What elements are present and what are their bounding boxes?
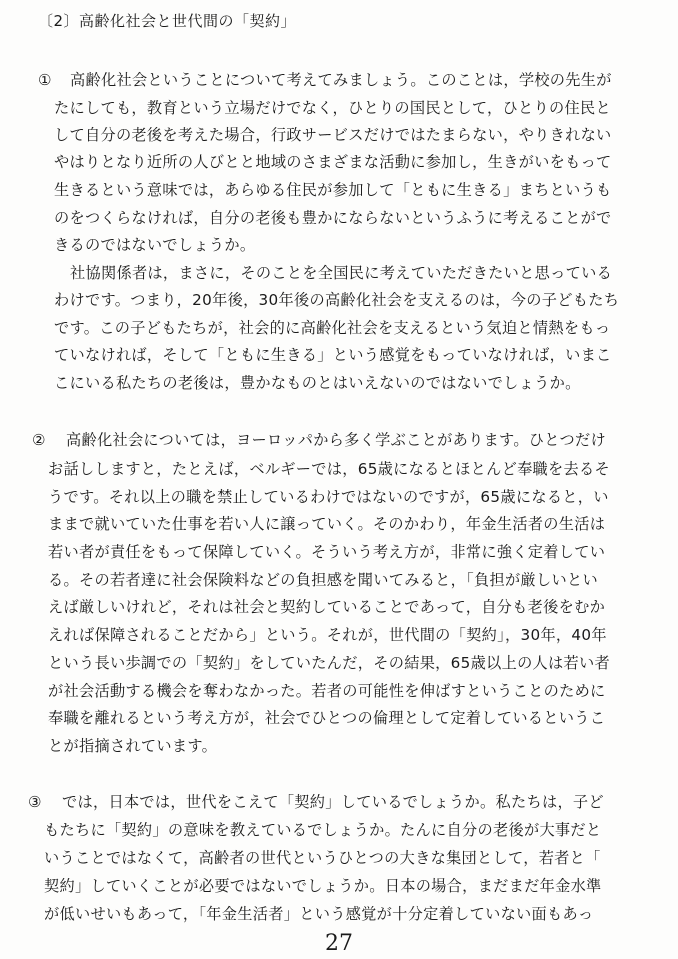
text-line: 契約」していくことが必要ではないでしょうか。日本の場合，まだまだ年金水準 (44, 877, 602, 895)
section-heading: 〔2〕高齢化社会と世代間の「契約」 (38, 12, 297, 30)
text-line: わけです。つまり，20年後，30年後の高齢化社会を支えるのは，今の子どもたち (54, 291, 620, 309)
text-line: 若い者が責任をもって保障していく。そういう考え方が，非常に強く定着してい (48, 543, 606, 561)
text-line: が低いせいもあって，「年金生活者」という感覚が十分定着していない面もあっ (44, 905, 594, 923)
text-line: きるのではないでしょうか。 (54, 236, 256, 254)
text-line: 高齢化社会ということについて考えてみましょう。このことは，学校の先生が (70, 71, 612, 89)
text-line: 高齢化社会については，ヨーロッパから多く学ぶことがあります。ひとつだけ (66, 431, 606, 449)
text-line: が社会活動する機会を奪わなかった。若者の可能性を伸ばすということのために (48, 682, 606, 700)
text-line: という長い歩調での「契約」をしていたんだ，その結果，65歳以上の人は若い者 (48, 654, 610, 672)
text-line: お話ししますと，たとえば，ベルギーでは，65歳になるとほとんど奉職を去るそ (48, 460, 610, 478)
text-line: とが指摘されています。 (48, 737, 218, 755)
text-line: えば厳しいけれど，それは社会と契約していることであって，自分も老後をむか (48, 598, 606, 616)
text-line: たにしても，教育という立場だけでなく，ひとりの国民として，ひとりの住民と (54, 99, 611, 117)
text-line: やはりとなり近所の人びとと地域のさまざまな活動に参加し，生きがいをもって (54, 153, 612, 171)
text-line: こにいる私たちの老後は，豊かなものとはいえないのではないでしょうか。 (54, 374, 581, 392)
section-number: ② (32, 431, 46, 449)
text-line: もたちに「契約」の意味を教えているでしょうか。たんに自分の老後が大事だと (44, 821, 602, 839)
section-number: ① (38, 71, 52, 89)
text-line: して自分の老後を考えた場合，行政サービスだけではたまらない，やりきれない (54, 126, 612, 144)
text-line: 社協関係者は，まさに，そのことを全国民に考えていただきたいと思っている (70, 264, 613, 282)
text-line: 生きるという意味では，あらゆる住民が参加して「ともに生きる」まちというも (54, 181, 612, 199)
text-line: です。この子どもたちが，社会的に高齢化社会を支えるという気迫と情熱をもっ (54, 319, 611, 337)
text-line: ていなければ，そして「ともに生きる」という感覚をもっていなければ，いまこ (54, 346, 612, 364)
page-number: 27 (325, 931, 353, 956)
text-line: では，日本では，世代をこえて「契約」しているでしょうか。私たちは，子ど (62, 793, 604, 811)
text-line: ままで就いていた仕事を若い人に譲っていく。そのかわり，年金生活者の生活は (48, 515, 606, 533)
text-line: 奉職を離れるという考え方が，社会でひとつの倫理として定着しているというこ (48, 709, 606, 727)
text-line: いうことではなくて，高齢者の世代というひとつの大きな集団として，若者と「 (44, 849, 601, 867)
text-line: る。その若者達に社会保険料などの負担感を聞いてみると，「負担が厳しいとい (48, 571, 598, 589)
text-line: えれば保障されることだから」という。それが，世代間の「契約」，30年，40年 (48, 626, 607, 644)
section-number: ③ (28, 793, 42, 811)
text-line: のをつくらなければ，自分の老後も豊かにならないというふうに考えることがで (54, 209, 612, 227)
text-line: うです。それ以上の職を禁止しているわけではないのですが，65歳になると，い (48, 488, 609, 506)
